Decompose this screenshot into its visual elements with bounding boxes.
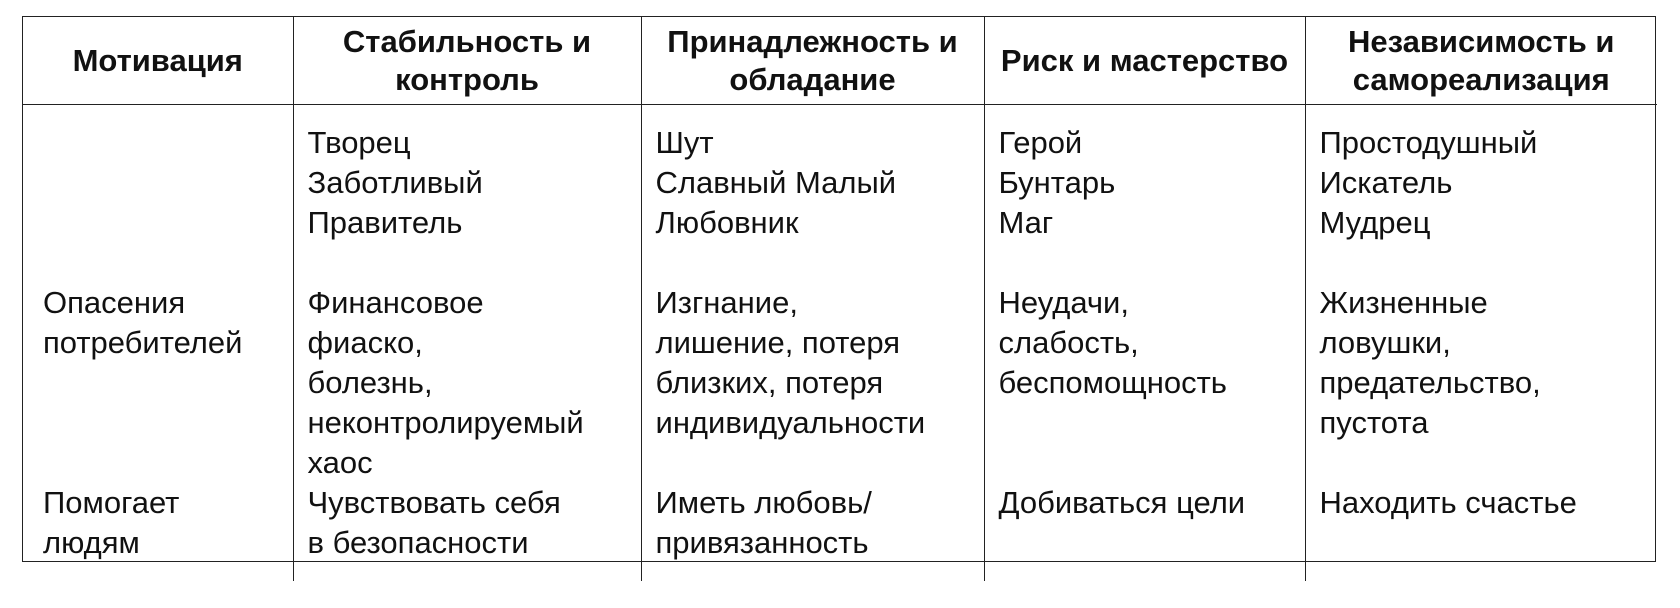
table-header <box>23 17 1657 105</box>
table-cell: Шут Славный Малый Любовник <box>641 105 984 284</box>
table-cell: Находить счастье <box>1305 483 1657 581</box>
header-belonging-possession: Принадлежность и обладание <box>641 17 984 105</box>
table-cell: Иметь любовь/ привязанность <box>641 483 984 581</box>
table-row-helps-people <box>23 483 1657 581</box>
header-row <box>23 17 1657 105</box>
header-risk-mastery: Риск и мастерство <box>984 17 1305 105</box>
table-row-archetypes <box>23 105 1657 284</box>
row-label <box>23 105 293 284</box>
table-cell: Добиваться цели <box>984 483 1305 581</box>
table-cell: Герой Бунтарь Маг <box>984 105 1305 284</box>
header-stability-control: Стабильность и контроль <box>293 17 641 105</box>
table-cell: Финансовое фиаско, болезнь, неконтролируемый хаос <box>293 283 641 483</box>
table-cell: Простодушный Искатель Мудрец <box>1305 105 1657 284</box>
table-cell: Жизненные ловушки, предательство, пустота <box>1305 283 1657 483</box>
header-motivation: Мотивация <box>23 17 293 105</box>
table-cell: Изгнание, лишение, потеря близких, потеря индивидуальности <box>641 283 984 483</box>
table-row-consumer-fears <box>23 283 1657 483</box>
archetype-table-frame <box>22 16 1656 562</box>
row-label: Опасения потребителей <box>43 285 243 360</box>
row-label: Помогает людям <box>43 485 180 560</box>
table-cell: Неудачи, слабость, беспомощность <box>984 283 1305 483</box>
table-body <box>23 105 1657 582</box>
table-cell: Чувствовать себя в безопасности <box>293 483 641 581</box>
table-cell: Творец Заботливый Правитель <box>293 105 641 284</box>
archetype-motivation-table <box>23 17 1657 581</box>
header-independence-selfrealization: Независимость и самореализация <box>1305 17 1657 105</box>
